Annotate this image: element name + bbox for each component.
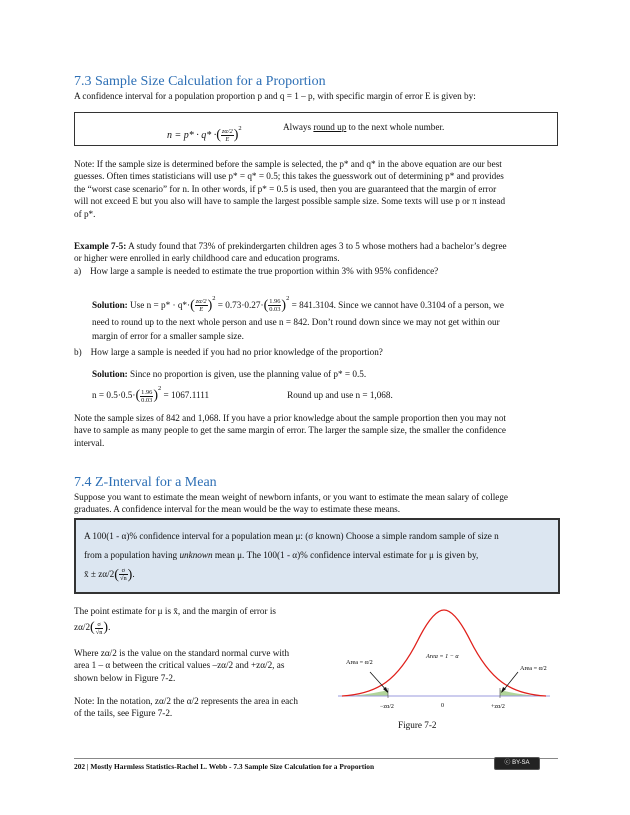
section-intro: A confidence interval for a population proportion p and q = 1 – p, with specific margin of error E is given by: <box>74 91 476 101</box>
license-text: BY-SA <box>512 760 530 766</box>
question-b: b) How large a sample is needed if you had no prior knowledge of the proportion? <box>74 347 383 357</box>
sample-size-formula: n = p* · q* ·( $\frac{z\alpha/2}{E}$ )$^2$ <box>167 125 242 144</box>
cc-icon: ⓒ <box>504 760 513 766</box>
tick-left-label: −zα/2 <box>380 704 394 710</box>
area-mid-label: Area = 1 − α <box>426 653 459 660</box>
tick-right-label: +zα/2 <box>491 704 505 710</box>
section-heading-z-interval: 7.4 Z-Interval for a Mean <box>74 475 217 490</box>
page-footer <box>74 758 558 771</box>
z-interval-intro: Suppose you want to estimate the mean weight of newborn infants, or you want to estimate the mean salary of college graduates. A confidence interval for the mean would be the way to estimate these means. <box>74 492 508 515</box>
section-heading-sample-size: 7.3 Sample Size Calculation for a Proportion <box>74 74 326 89</box>
tick-mid-label: 0 <box>441 703 444 709</box>
solution-b: Solution: Since no proportion is given, use the planning value of p* = 0.5. n = 0.5·0.5·( $\frac{1.96}{0.03}$ )$^2$ = 1067.1111 Round up and use n = 1,068. <box>92 369 393 404</box>
round-up-note: Always round up to the next whole number. <box>283 122 445 132</box>
normal-curve-figure <box>338 600 556 716</box>
formula-box <box>74 112 558 146</box>
area-left-label: Area = α/2 <box>346 659 373 666</box>
confidence-interval-box: A 100(1 - α)% confidence interval for a population mean μ: (σ known) Choose a simple random sample of size n from a population having unknown mean μ. The 100(1 - α)% confidence interval estimate for μ is given by, x̄ ± zα/2( $\frac{\sigma}{√n}$ ). <box>74 518 560 594</box>
where-paragraph: Where zα/2 is the value on the standard normal curve with area 1 – α between the critical values –zα/2 and +zα/2, as shown below in Figure 7-2. <box>74 648 290 683</box>
example-intro: Example 7-5: A study found that 73% of prekindergarten children ages 3 to 5 whose mothers had a bachelor’s degree or higher were enrolled in early childhood care and education programs. a) How large a sample is needed to estimate the true proportion within 3% with 95% confidence? <box>74 241 507 276</box>
area-right-label: Area = α/2 <box>520 665 547 672</box>
license-badge <box>494 757 540 770</box>
figure-caption: Figure 7-2 <box>398 720 437 730</box>
note-paragraph: Note: If the sample size is determined before the sample is selected, the p* and q* in the above equation are our best guesses. Often times statisticians will use p* = q* = 0.5; this takes the guesswork out of determining p* and provides the “worst case scenario” for n. In other words, if p* = 0.5 is used, then you are guaranteed that the margin of error will not exceed E but you also will have to sample the largest possible sample size. Some texts will use p or π instead of p*. <box>74 159 506 219</box>
footer-text: 202 | Mostly Harmless Statistics-Rachel L. Webb - 7.3 Sample Size Calculation for a Proportion <box>74 762 375 771</box>
note-tails: Note: In the notation, zα/2 the α/2 represents the area in each of the tails, see Figure 7-2. <box>74 696 298 719</box>
point-estimate-text: The point estimate for μ is x̄, and the margin of error is zα/2( $\frac{\sigma}{√n}$ ). <box>74 606 276 636</box>
solution-a: Solution: Use n = p* · q*·( $\frac{z\alpha/2}{E}$ )$^2$ = 0.73·0.27·( $\frac{1.96}{0.03}$ )$^2$ = 841.3104. Since we cannot have 0.3104 of a person, we need to round up to the next whole person and use n = 842. Don’t round down since we may not get within our margin of error for a smaller sample size. <box>92 295 504 341</box>
closing-paragraph: Note the sample sizes of 842 and 1,068. If you have a prior knowledge about the sample proportion then you may not have to sample as many people to get the same margin of error. The larger the sample size, the smaller the confidence interval. <box>74 413 506 448</box>
